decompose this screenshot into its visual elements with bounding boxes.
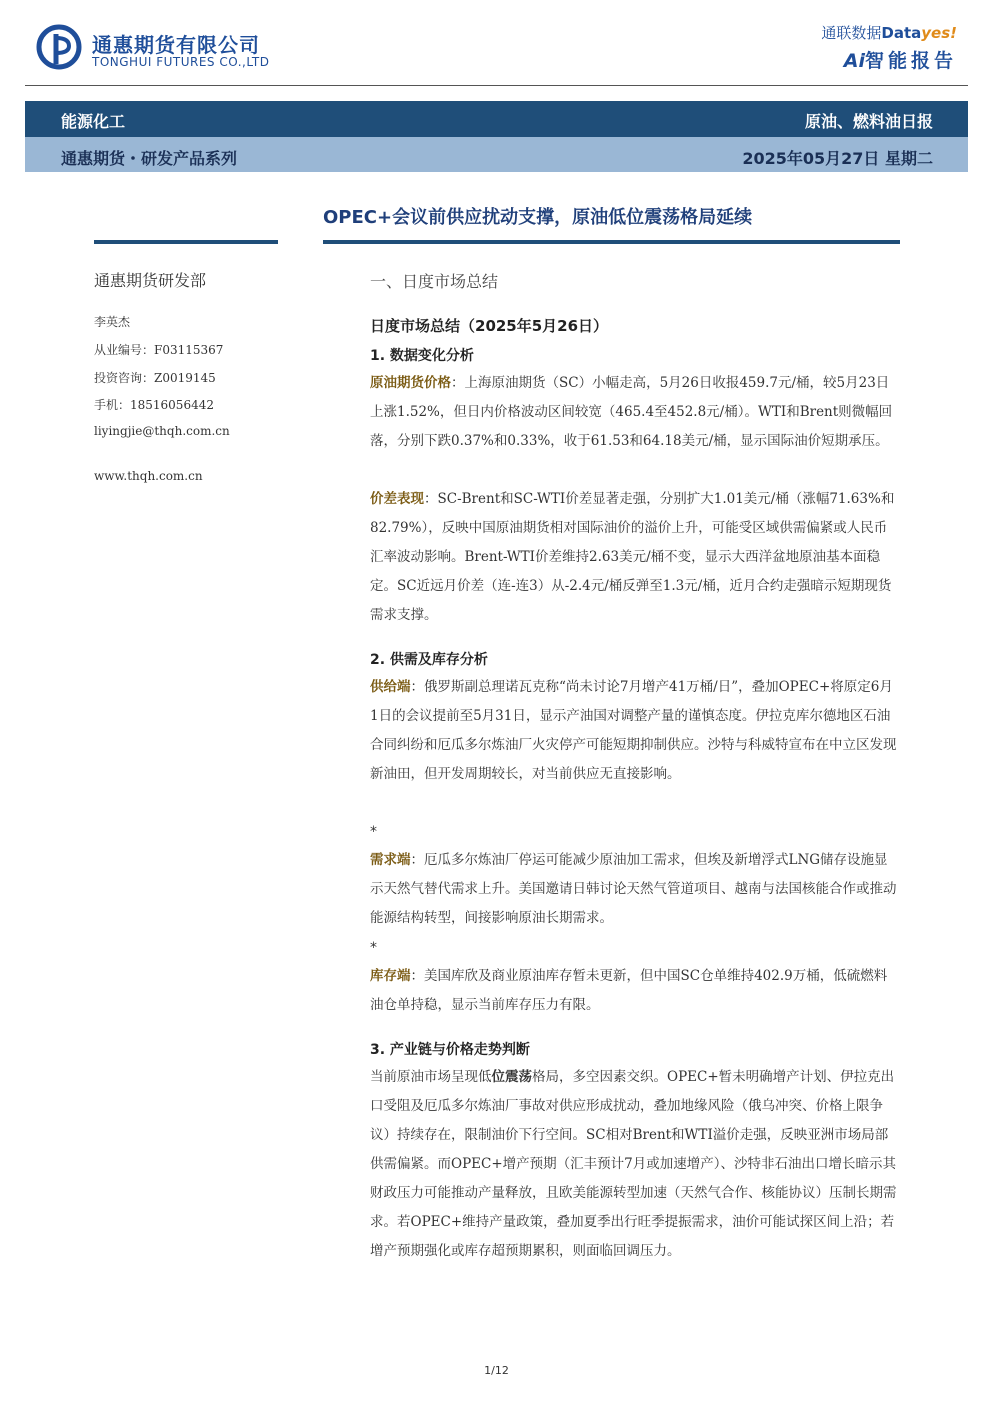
header-divider <box>25 85 968 86</box>
body-futures-price: ：上海原油期货（SC）小幅走高，5月26日收报459.7元/桶，较5月23日上涨1.52%，但日内价格波动区间较宽（465.4至452.8元/桶）。WTI和Brent则微幅回落，分别下跌0.37%和0.33%，收于61.53和64.18美元/桶，显示国际油价短期承压。 <box>370 375 893 449</box>
trend-text-a: 当前原油市场呈现低 <box>370 1069 492 1085</box>
bullet-star: * <box>370 824 377 840</box>
body-supply: ：俄罗斯副总理诺瓦克称“尚未讨论7月增产41万桶/日”，叠加OPEC+将原定6月1日的会议提前至5月31日，显示产油国对调整产量的谨慎态度。伊拉克库尔德地区石油合同纠纷和厄瓜多尔炼油厂火灾停产可能短期抑制供应。沙特与科威特宣布在中立区发现新油田，但开发周期较长，对当前供应无直接影响。 <box>370 679 897 782</box>
license-number: 从业编号：F03115367 <box>94 343 224 357</box>
ai-report-label <box>844 46 957 73</box>
analyst-name: 李英杰 <box>94 315 131 329</box>
paragraph-futures-price <box>370 369 900 456</box>
ai-mark: Ai <box>843 50 865 72</box>
email-link[interactable]: liyingjie@thqh.com.cn <box>94 424 230 438</box>
company-name-cn: 通惠期货有限公司 <box>92 33 260 57</box>
trend-text-b: 格局，多空因素交织。OPEC+暂未明确增产计划、伊拉克出口受阻及厄瓜多尔炼油厂事故对供应形成扰动，叠加地缘风险（俄乌冲突、价格上限争议）持续存在，限制油价下行空间。SC相对Brent和WTI溢价走强，反映亚洲市场局部供需偏紧。而OPEC+增产预期（汇丰预计7月或加速增产）、沙特非石油出口增长暗示其财政压力可能推动产量释放，且欧美能源转型加速（天然气合作、核能协议）压制长期需求。若OPEC+维持产量政策，叠加夏季出行旺季提振需求，油价可能试探区间上沿；若增产预期强化或库存超预期累积，则面临回调压力。 <box>370 1069 897 1259</box>
series-label: 通惠期货・研发产品系列 <box>61 149 238 168</box>
datayes-yes: yes! <box>921 24 957 42</box>
lead-demand: 需求端 <box>370 852 411 868</box>
bullet-star: * <box>370 940 377 956</box>
subheading-supply-demand: 2. 供需及库存分析 <box>370 652 488 668</box>
paragraph-inventory <box>370 962 900 1020</box>
paragraph-spread <box>370 485 900 630</box>
department-name: 通惠期货研发部 <box>94 271 207 290</box>
datayes-logo <box>821 22 957 43</box>
subheading-price-trend: 3. 产业链与价格走势判断 <box>370 1042 530 1058</box>
sidebar-rule <box>94 240 278 244</box>
datayes-data: Data <box>881 24 922 42</box>
body-demand: ：厄瓜多尔炼油厂停运可能减少原油加工需求，但埃及新增浮式LNG储存设施显示天然气替代需求上升。美国邀请日韩讨论天然气管道项目、越南与法国核能合作或推动能源结构转型，间接影响原油长期需求。 <box>370 852 897 926</box>
lead-supply: 供给端 <box>370 679 411 695</box>
summary-heading: 日度市场总结（2025年5月26日） <box>370 317 609 335</box>
lead-inventory: 库存端 <box>370 968 411 984</box>
sector-label: 能源化工 <box>61 112 126 131</box>
report-title: OPEC+会议前供应扰动支撑，原油低位震荡格局延续 <box>323 207 753 228</box>
datayes-prefix: 通联数据 <box>821 24 882 42</box>
report-type-label: 原油、燃料油日报 <box>804 112 933 131</box>
body-spread: ：SC-Brent和SC-WTI价差显著走强，分别扩大1.01美元/桶（涨幅71.63%和82.79%），反映中国原油期货相对国际油价的溢价上升，可能受区域供需偏紧或人民币汇率波动影响。Brent-WTI价差维持2.63美元/桶不变，显示大西洋盆地原油基本面稳定。SC近远月价差（连-连3）从-2.4元/桶反弹至1.3元/桶，近月合约走强暗示短期现货需求支撑。 <box>370 491 895 623</box>
section-heading: 一、日度市场总结 <box>370 272 499 291</box>
ai-report-text: 智能报告 <box>864 50 957 72</box>
title-rule <box>323 240 900 244</box>
tonghui-logo-icon <box>36 24 82 70</box>
lead-futures-price: 原油期货价格 <box>370 375 451 391</box>
lead-spread: 价差表现 <box>370 491 424 507</box>
paragraph-price-trend <box>370 1063 900 1266</box>
body-inventory: ：美国库欣及商业原油库存暂未更新，但中国SC仓单维持402.9万桶，低硫燃料油仓单持稳，显示当前库存压力有限。 <box>370 968 888 1013</box>
trend-text-bold: 位震荡 <box>491 1069 532 1085</box>
company-name-en: TONGHUI FUTURES CO.,LTD <box>92 55 270 69</box>
phone-number: 手机：18516056442 <box>94 398 214 412</box>
consult-number: 投资咨询：Z0019145 <box>94 371 216 385</box>
paragraph-supply <box>370 673 900 789</box>
website-link[interactable]: www.thqh.com.cn <box>94 469 203 483</box>
subheading-data-analysis: 1. 数据变化分析 <box>370 348 474 364</box>
report-date: 2025年05月27日 星期二 <box>742 149 933 168</box>
page-number: 1/12 <box>484 1364 509 1377</box>
paragraph-demand <box>370 846 900 933</box>
